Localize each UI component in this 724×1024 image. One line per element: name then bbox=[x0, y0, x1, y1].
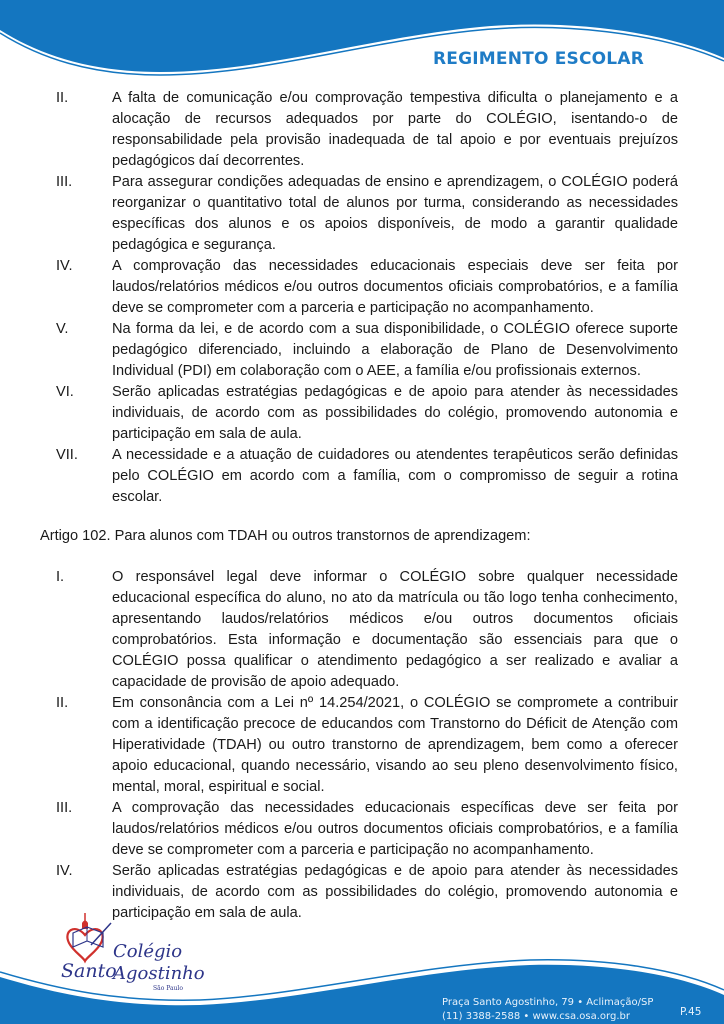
list-item bbox=[0, 382, 724, 445]
logo-text-santo: Santo bbox=[61, 960, 117, 982]
list-marker: I. bbox=[56, 569, 65, 585]
list-marker: VI. bbox=[56, 384, 74, 400]
article-102-heading: Artigo 102. Para alunos com TDAH ou outros transtornos de aprendizagem: bbox=[40, 528, 531, 544]
list-marker: II. bbox=[56, 695, 69, 711]
school-logo bbox=[55, 905, 215, 1005]
list-item bbox=[0, 172, 724, 256]
list-marker: III. bbox=[56, 174, 73, 190]
document-body bbox=[0, 88, 724, 924]
list-item-text: A comprovação das necessidades educacionais especiais deve ser feita por laudos/relatórios médicos e/ou outros documentos oficiais comprobatórios, e a família deve se comprometer com a parceria e participação no acompanhamento. bbox=[112, 258, 678, 316]
list-marker: IV. bbox=[56, 863, 73, 879]
list-item-text: A comprovação das necessidades educacionais específicas deve ser feita por laudos/relatórios médicos e/ou outros documentos oficiais comprobatórios, e a família deve se comprometer com a parceria e participação no acompanhamento. bbox=[112, 800, 678, 858]
list-item-text: Em consonância com a Lei nº 14.254/2021, o COLÉGIO se compromete a contribuir com a identificação precoce de educandos com Transtorno do Déficit de Atenção com Hiperatividade (TDAH) ou outro transtorno de aprendizagem, bem como a oferecer apoio educacional, quando necessário, visando ao seu pleno desenvolvimento físico, mental, moral, espiritual e social. bbox=[112, 695, 678, 795]
logo-text-agostinho: Agostinho bbox=[113, 963, 205, 984]
page-number: P.45 bbox=[680, 1006, 702, 1018]
list-item bbox=[0, 256, 724, 319]
list-item-text: A necessidade e a atuação de cuidadores ou atendentes terapêuticos serão definidas pelo COLÉGIO em acordo com a família, com o compromisso de seguir a rotina escolar. bbox=[112, 447, 678, 505]
list-item bbox=[0, 445, 724, 508]
list-article-102 bbox=[0, 567, 724, 924]
footer-address bbox=[442, 996, 653, 1024]
list-marker: III. bbox=[56, 800, 73, 816]
document-title: REGIMENTO ESCOLAR bbox=[433, 49, 644, 69]
list-item bbox=[0, 88, 724, 172]
contact-line: (11) 3388-2588 • www.csa.osa.org.br bbox=[442, 1011, 630, 1022]
list-marker: IV. bbox=[56, 258, 73, 274]
list-item-text: Serão aplicadas estratégias pedagógicas e de apoio para atender às necessidades individuais, de acordo com as possibilidades do colégio, promovendo autonomia e participação em sala de aula. bbox=[112, 384, 678, 442]
list-item-text: Na forma da lei, e de acordo com a sua disponibilidade, o COLÉGIO oferece suporte pedagógico diferenciado, incluindo a elaboração de Plano de Desenvolvimento Individual (PDI) em colaboração com o AEE, a família e/ou profissionais externos. bbox=[112, 321, 678, 379]
logo-text-colegio: Colégio bbox=[113, 941, 183, 962]
list-section-1 bbox=[0, 88, 724, 508]
list-marker: II. bbox=[56, 90, 69, 106]
heart-book-emblem-icon bbox=[67, 913, 111, 961]
list-item-text: Serão aplicadas estratégias pedagógicas e de apoio para atender às necessidades individuais, de acordo com as possibilidades do colégio, promovendo autonomia e participação em sala de aula. bbox=[112, 863, 678, 921]
list-item-text: Para assegurar condições adequadas de ensino e aprendizagem, o COLÉGIO poderá reorganizar o quantitativo total de alunos por turma, considerando as necessidades específicas dos alunos e os apoios disponíveis, de modo a garantir qualidade pedagógica e segurança. bbox=[112, 174, 678, 253]
list-marker: V. bbox=[56, 321, 69, 337]
list-item-text: A falta de comunicação e/ou comprovação tempestiva dificulta o planejamento e a alocação de recursos adequados por parte do COLÉGIO, isentando-o de responsabilidade pela provisão inadequada de tal apoio e por eventuais prejuízos pedagógicos daí decorrentes. bbox=[112, 90, 678, 169]
logo-text-subtitle: São Paulo bbox=[153, 985, 183, 992]
list-item bbox=[0, 693, 724, 798]
address-line: Praça Santo Agostinho, 79 • Aclimação/SP bbox=[442, 997, 654, 1008]
list-marker: VII. bbox=[56, 447, 78, 463]
list-item-text: O responsável legal deve informar o COLÉGIO sobre qualquer necessidade educacional específica do aluno, no ato da matrícula ou tão logo tenha conhecimento, apresentando laudos/relatórios médicos e/ou outros documentos oficiais comprobatórios. Esta informação e documentação são essenciais para que o COLÉGIO possa qualificar o atendimento pedagógico a ser realizado e avaliar a capacidade de provisão de apoio adequado. bbox=[112, 569, 678, 690]
list-item bbox=[0, 567, 724, 693]
list-item bbox=[0, 319, 724, 382]
list-item bbox=[0, 798, 724, 861]
